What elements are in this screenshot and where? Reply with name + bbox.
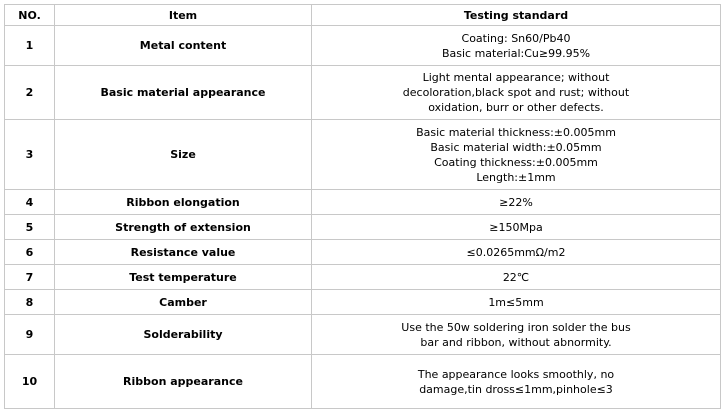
standard-line: decoloration,black spot and rust; without <box>402 86 630 99</box>
standard-line: Length:±1mm <box>476 170 556 184</box>
row-number: 6 <box>5 240 55 265</box>
row-testing-standard <box>312 265 721 290</box>
standard-line: 1m≤5mm <box>488 295 544 309</box>
table-row <box>5 26 721 66</box>
row-number: 4 <box>5 190 55 215</box>
row-item: Size <box>55 120 312 190</box>
header-item: Item <box>55 5 312 26</box>
row-number: 5 <box>5 215 55 240</box>
standard-line: Use the 50w soldering iron solder the bus <box>401 320 631 334</box>
row-item: Strength of extension <box>55 215 312 240</box>
table-body <box>5 26 721 409</box>
standard-line: oxidation, burr or other defects. <box>428 101 604 114</box>
table-row <box>5 290 721 315</box>
row-item: Ribbon elongation <box>55 190 312 215</box>
standard-line: Basic material width:±0.05mm <box>430 140 602 154</box>
row-item: Camber <box>55 290 312 315</box>
row-number: 9 <box>5 315 55 355</box>
standard-line: Coating: Sn60/Pb40 <box>461 31 571 45</box>
row-testing-standard <box>312 190 721 215</box>
row-item: Ribbon appearance <box>55 355 312 409</box>
row-item: Resistance value <box>55 240 312 265</box>
table-row <box>5 355 721 409</box>
row-item: Metal content <box>55 26 312 66</box>
row-testing-standard <box>312 26 721 66</box>
table-row <box>5 315 721 355</box>
table-header <box>5 5 721 26</box>
standard-line: Coating thickness:±0.005mm <box>434 155 598 169</box>
standard-line: ≥150Mpa <box>489 220 543 234</box>
table-row <box>5 120 721 190</box>
row-number: 8 <box>5 290 55 315</box>
header-no: NO. <box>5 5 55 26</box>
row-number: 3 <box>5 120 55 190</box>
testing-standard-table <box>4 4 721 409</box>
row-number: 7 <box>5 265 55 290</box>
standard-line: Light mental appearance; without <box>422 71 610 84</box>
row-testing-standard <box>312 66 721 120</box>
row-number: 10 <box>5 355 55 409</box>
header-row <box>5 5 721 26</box>
table-row <box>5 265 721 290</box>
row-item: Test temperature <box>55 265 312 290</box>
standard-line: damage,tin dross≤1mm,pinhole≤3 <box>419 382 613 396</box>
row-item: Solderability <box>55 315 312 355</box>
row-testing-standard <box>312 215 721 240</box>
standard-line: Basic material thickness:±0.005mm <box>416 125 616 139</box>
table-row <box>5 215 721 240</box>
row-testing-standard <box>312 240 721 265</box>
standard-line: ≥22% <box>499 195 533 209</box>
row-testing-standard <box>312 290 721 315</box>
row-number: 1 <box>5 26 55 66</box>
table-row <box>5 66 721 120</box>
row-number: 2 <box>5 66 55 120</box>
standard-line: ≤0.0265mmΩ/m2 <box>466 245 566 259</box>
standard-line: bar and ribbon, without abnormity. <box>420 335 612 349</box>
row-testing-standard <box>312 355 721 409</box>
row-testing-standard <box>312 315 721 355</box>
table-row <box>5 190 721 215</box>
standard-line: 22℃ <box>502 270 530 284</box>
standard-line: The appearance looks smoothly, no <box>417 367 615 381</box>
row-testing-standard <box>312 120 721 190</box>
standard-line: Basic material:Cu≥99.95% <box>441 46 591 60</box>
header-testing-standard: Testing standard <box>312 5 721 26</box>
row-item: Basic material appearance <box>55 66 312 120</box>
table-row <box>5 240 721 265</box>
